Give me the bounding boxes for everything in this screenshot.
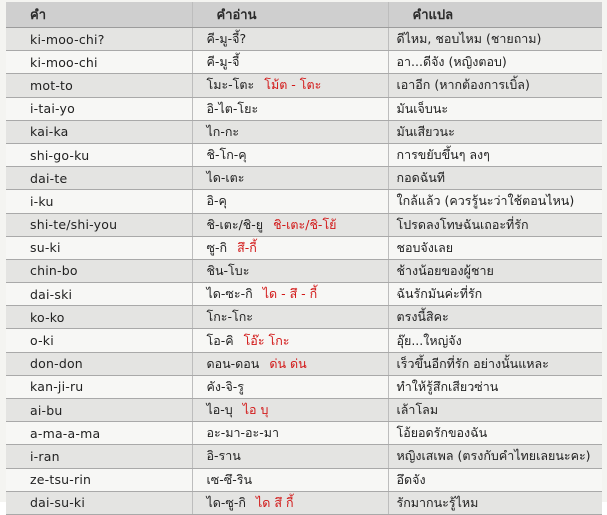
reading-text: คี-มู-จี้ xyxy=(206,54,240,70)
table-header-row xyxy=(6,2,602,28)
handwritten-note: ด่น ด่น xyxy=(269,355,307,371)
table-row xyxy=(6,167,602,190)
reading-cell xyxy=(192,236,388,259)
meaning-cell: อา...ดีจัง (หญิงตอบ) xyxy=(388,51,602,74)
table-row xyxy=(6,491,602,514)
table-row xyxy=(6,283,602,306)
table-row xyxy=(6,468,602,491)
reading-cell xyxy=(192,329,388,352)
reading-text: อิ-ไต-โยะ xyxy=(206,100,259,116)
romaji-cell: ki-moo-chi xyxy=(6,51,192,74)
meaning-cell: โปรดลงโทษฉันเถอะที่รัก xyxy=(388,213,602,236)
reading-text: โมะ-โตะ xyxy=(206,77,255,93)
romaji-cell: chin-bo xyxy=(6,259,192,282)
reading-text: ชิ-เตะ/ชิ-ยู xyxy=(206,216,264,232)
reading-text: โอ-คิ xyxy=(206,332,234,348)
header-reading: คำอ่าน xyxy=(192,2,388,28)
reading-text: ชิน-โบะ xyxy=(206,262,250,278)
meaning-cell: เอาอีก (หากต้องการเบิ้ล) xyxy=(388,74,602,97)
table-row xyxy=(6,259,602,282)
romaji-cell: i-ku xyxy=(6,190,192,213)
meaning-cell: ดีไหม, ชอบไหม (ชายถาม) xyxy=(388,28,602,51)
meaning-cell: อุ๊ย...ใหญ่จัง xyxy=(388,329,602,352)
reading-text: ไอ-บุ xyxy=(206,402,233,418)
meaning-cell: อึดจัง xyxy=(388,468,602,491)
romaji-cell: dai-ski xyxy=(6,283,192,306)
vocabulary-table xyxy=(6,2,602,515)
handwritten-note: ได - สึ - กี้ xyxy=(262,286,318,302)
meaning-cell: มันเจ็บนะ xyxy=(388,97,602,120)
table-row xyxy=(6,306,602,329)
romaji-cell: dai-su-ki xyxy=(6,491,192,514)
reading-cell xyxy=(192,51,388,74)
table-row xyxy=(6,143,602,166)
romaji-cell: i-ran xyxy=(6,445,192,468)
meaning-cell: ฉันรักมันค่ะที่รัก xyxy=(388,283,602,306)
meaning-cell: มันเสียวนะ xyxy=(388,120,602,143)
reading-cell xyxy=(192,213,388,236)
meaning-cell: การขยับขึ้นๆ ลงๆ xyxy=(388,143,602,166)
table-row xyxy=(6,51,602,74)
handwritten-note: โอ๊ะ โกะ xyxy=(243,332,290,348)
reading-text: คัง-จิ-รู xyxy=(206,378,245,394)
reading-cell xyxy=(192,352,388,375)
meaning-cell: ทำให้รู้สึกเสียวซ่าน xyxy=(388,375,602,398)
handwritten-note: ได สึ กี้ xyxy=(255,494,294,510)
reading-cell xyxy=(192,97,388,120)
meaning-cell: เร็วขึ้นอีกที่รัก อย่างนั้นแหละ xyxy=(388,352,602,375)
meaning-cell: หญิงเสเพล (ตรงกับคำไทยเลยนะคะ) xyxy=(388,445,602,468)
handwritten-note: ชิ-เตะ/ชิ-โย้ xyxy=(273,216,337,232)
table-row xyxy=(6,329,602,352)
romaji-cell: shi-go-ku xyxy=(6,143,192,166)
romaji-cell: don-don xyxy=(6,352,192,375)
romaji-cell: dai-te xyxy=(6,167,192,190)
reading-text: คี-มู-จี้? xyxy=(206,31,247,47)
reading-text: เซ-ซึ-ริน xyxy=(206,471,253,487)
romaji-cell: ai-bu xyxy=(6,399,192,422)
table-row xyxy=(6,236,602,259)
reading-text: ได-ซู-กิ xyxy=(206,494,246,510)
table-row xyxy=(6,422,602,445)
handwritten-note: ไอ บุ xyxy=(242,402,269,418)
romaji-cell: ko-ko xyxy=(6,306,192,329)
table-row xyxy=(6,120,602,143)
reading-text: อะ-มา-อะ-มา xyxy=(206,425,279,441)
reading-cell xyxy=(192,375,388,398)
reading-cell xyxy=(192,283,388,306)
table-row xyxy=(6,352,602,375)
meaning-cell: ตรงนี้สิคะ xyxy=(388,306,602,329)
table-row xyxy=(6,213,602,236)
header-meaning: คำแปล xyxy=(388,2,602,28)
romaji-cell: o-ki xyxy=(6,329,192,352)
handwritten-note: โม้ต - โตะ xyxy=(264,77,322,93)
meaning-cell: เล้าโลม xyxy=(388,399,602,422)
reading-text: ชิ-โก-คุ xyxy=(206,147,247,163)
reading-text: ซู-กิ xyxy=(206,239,228,255)
reading-cell xyxy=(192,120,388,143)
reading-text: อิ-คุ xyxy=(206,193,227,209)
romaji-cell: ki-moo-chi? xyxy=(6,28,192,51)
reading-cell xyxy=(192,167,388,190)
handwritten-note: สึ-กี้ xyxy=(237,239,257,255)
romaji-cell: a-ma-a-ma xyxy=(6,422,192,445)
reading-cell xyxy=(192,422,388,445)
romaji-cell: i-tai-yo xyxy=(6,97,192,120)
meaning-cell: โอ้ยอดรักของฉัน xyxy=(388,422,602,445)
reading-text: อิ-ราน xyxy=(206,448,241,464)
table-row xyxy=(6,190,602,213)
reading-text: ได-ซะ-กิ xyxy=(206,286,253,302)
reading-cell xyxy=(192,143,388,166)
reading-cell xyxy=(192,445,388,468)
header-word: คำ xyxy=(6,2,192,28)
meaning-cell: ชอบจังเลย xyxy=(388,236,602,259)
reading-cell xyxy=(192,399,388,422)
reading-cell xyxy=(192,491,388,514)
table-row xyxy=(6,445,602,468)
table-row xyxy=(6,74,602,97)
reading-cell xyxy=(192,28,388,51)
meaning-cell: กอดฉันที xyxy=(388,167,602,190)
meaning-cell: ช้างน้อยของผู้ชาย xyxy=(388,259,602,282)
reading-text: ดอน-ดอน xyxy=(206,355,260,371)
romaji-cell: ze-tsu-rin xyxy=(6,468,192,491)
reading-cell xyxy=(192,306,388,329)
table-body xyxy=(6,28,602,515)
reading-cell xyxy=(192,190,388,213)
table-row xyxy=(6,97,602,120)
romaji-cell: su-ki xyxy=(6,236,192,259)
table-row xyxy=(6,399,602,422)
romaji-cell: shi-te/shi-you xyxy=(6,213,192,236)
reading-text: ไก-กะ xyxy=(206,123,240,139)
reading-text: โกะ-โกะ xyxy=(206,309,254,325)
meaning-cell: รักมากนะรู้ไหม xyxy=(388,491,602,514)
reading-cell xyxy=(192,468,388,491)
romaji-cell: kai-ka xyxy=(6,120,192,143)
reading-cell xyxy=(192,259,388,282)
reading-cell xyxy=(192,74,388,97)
table-row xyxy=(6,375,602,398)
reading-text: ได-เตะ xyxy=(206,170,245,186)
table-row xyxy=(6,28,602,51)
romaji-cell: mot-to xyxy=(6,74,192,97)
meaning-cell: ใกล้แล้ว (ควรรู้นะว่าใช้ตอนไหน) xyxy=(388,190,602,213)
romaji-cell: kan-ji-ru xyxy=(6,375,192,398)
